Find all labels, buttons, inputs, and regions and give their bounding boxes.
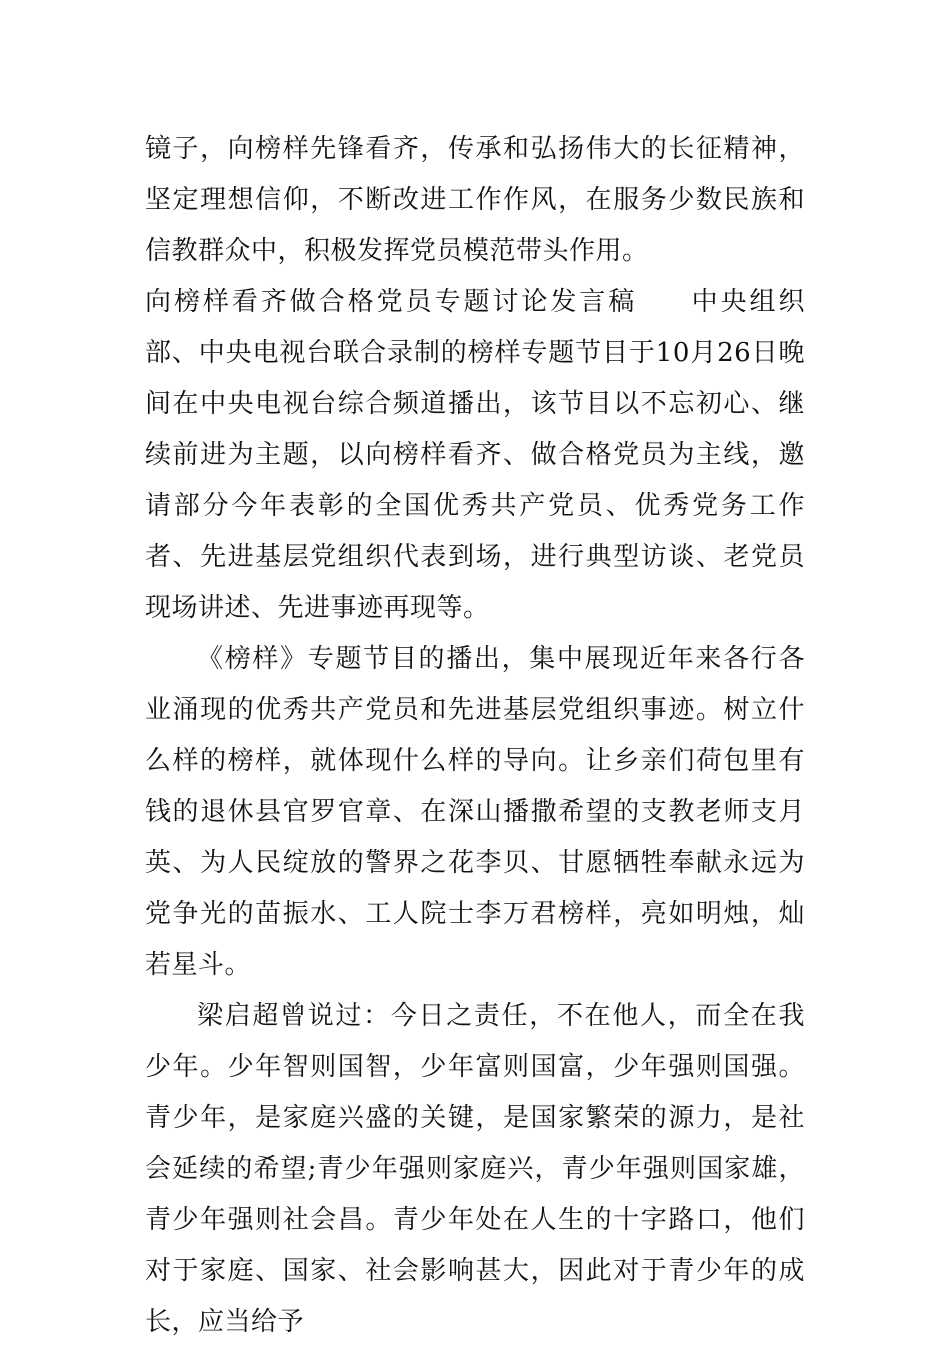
paragraph-1-text: 镜子，向榜样先锋看齐，传承和弘扬伟大的长征精神，坚定理想信仰，不断改进工作作风，在服务少数民族和信教群众中，积极发挥党员模范带头作用。: [145, 134, 805, 266]
paragraph-1: [145, 124, 805, 277]
paragraph-3: [145, 634, 805, 991]
paragraph-4: [145, 991, 805, 1348]
paragraph-2: [145, 277, 805, 634]
document-body: [145, 124, 805, 1348]
section-title: 向榜样看齐做合格党员专题讨论发言稿: [145, 287, 638, 317]
paragraph-3-text: 《榜样》专题节目的播出，集中展现近年来各行各业涌现的优秀共产党员和先进基层党组织事迹。树立什么样的榜样，就体现什么样的导向。让乡亲们荷包里有钱的退休县官罗官章、在深山播撒希望的支教老师支月英、为人民绽放的警界之花李贝、甘愿牺牲奉献永远为党争光的苗振水、工人院士李万君榜样，亮如明烛，灿若星斗。: [145, 644, 805, 980]
paragraph-2-text: 中央组织部、中央电视台联合录制的榜样专题节目于10月26日晚间在中央电视台综合频道播出，该节目以不忘初心、继续前进为主题，以向榜样看齐、做合格党员为主线，邀请部分今年表彰的全国优秀共产党员、优秀党务工作者、先进基层党组织代表到场，进行典型访谈、老党员现场讲述、先进事迹再现等。: [145, 287, 805, 623]
paragraph-4-text: 梁启超曾说过：今日之责任，不在他人，而全在我少年。少年智则国智，少年富则国富，少年强则国强。青少年，是家庭兴盛的关键，是国家繁荣的源力，是社会延续的希望;青少年强则家庭兴，青少年强则国家雄，青少年强则社会昌。青少年处在人生的十字路口，他们对于家庭、国家、社会影响甚大，因此对于青少年的成长，应当给予: [145, 1001, 805, 1337]
